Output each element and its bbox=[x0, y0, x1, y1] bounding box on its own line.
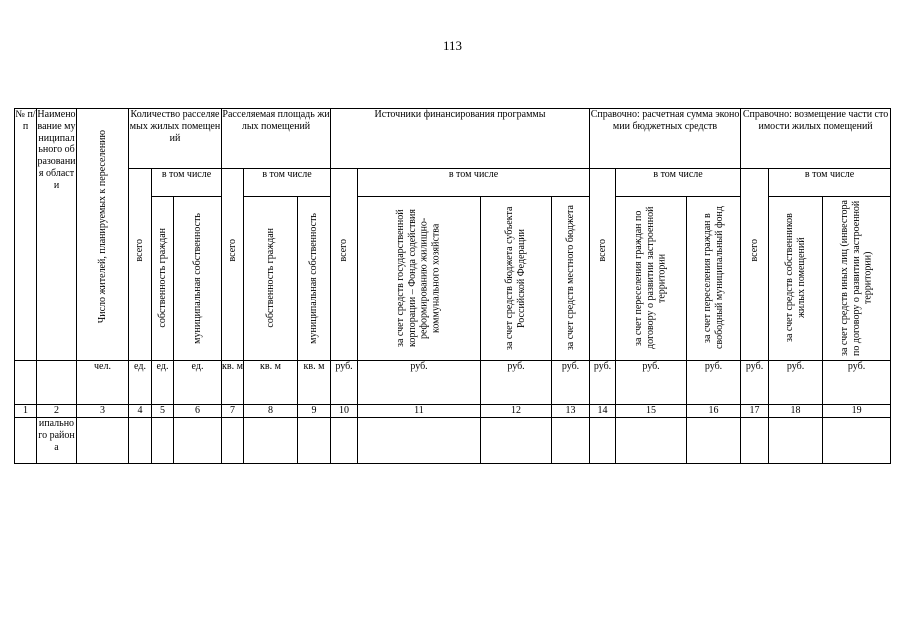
fin-local-budget bbox=[552, 197, 590, 361]
unit-fin-local: руб. bbox=[552, 361, 590, 405]
unit-fin-total: руб. bbox=[331, 361, 358, 405]
unit-econ-free: руб. bbox=[687, 361, 741, 405]
comp-owners-funds bbox=[769, 197, 823, 361]
fin-subject-budget-text: за счет средств бюджета субъекта Российской Федерации bbox=[504, 206, 527, 350]
data-cell bbox=[687, 418, 741, 464]
econ-total bbox=[590, 169, 616, 361]
fin-local-budget-text: за счет средств местного бюджета bbox=[564, 205, 576, 351]
fin-fund bbox=[358, 197, 481, 361]
data-cell bbox=[358, 418, 481, 464]
unit-area-total: кв. м bbox=[222, 361, 244, 405]
econ-incl: в том числе bbox=[616, 169, 741, 197]
area-municipal-text: муниципальная собственность bbox=[308, 212, 320, 344]
unit-fin-fund: руб. bbox=[358, 361, 481, 405]
fin-fund-text: за счет средств государственной корпорации – Фонда содействия реформированию жилищно-коммунального хозяйства bbox=[395, 209, 442, 347]
comp-others-funds bbox=[823, 197, 891, 361]
column-number: 6 bbox=[174, 405, 222, 418]
column-number: 5 bbox=[152, 405, 174, 418]
econ-resettle-free bbox=[687, 197, 741, 361]
unit-econ-total: руб. bbox=[590, 361, 616, 405]
unit-comp-total: руб. bbox=[741, 361, 769, 405]
data-cell bbox=[222, 418, 244, 464]
header-econ-group: Справочно: расчетная сумма экономии бюджетных средств bbox=[590, 109, 741, 169]
unit-cell-1 bbox=[15, 361, 37, 405]
unit-econ-contract: руб. bbox=[616, 361, 687, 405]
econ-resettle-free-text: за счет переселения граждан в свободный муниципальный фонд bbox=[701, 206, 725, 350]
comp-owners-funds-text: за счет средств собственников жилых помещений bbox=[783, 213, 807, 343]
unit-qty-own: ед. bbox=[152, 361, 174, 405]
column-number: 14 bbox=[590, 405, 616, 418]
column-number: 18 bbox=[769, 405, 823, 418]
area-total bbox=[222, 169, 244, 361]
column-number: 19 bbox=[823, 405, 891, 418]
econ-resettle-contract-text: за счет переселения граждан по договору о развитии застроенной территории bbox=[633, 206, 668, 350]
column-number: 12 bbox=[481, 405, 552, 418]
data-cell bbox=[769, 418, 823, 464]
data-cell bbox=[15, 418, 37, 464]
unit-cell-2 bbox=[37, 361, 77, 405]
resettlement-program-table bbox=[14, 108, 891, 464]
area-incl: в том числе bbox=[244, 169, 331, 197]
column-number: 16 bbox=[687, 405, 741, 418]
header-area-group: Расселяемая площадь жилых помещений bbox=[222, 109, 331, 169]
data-cell bbox=[174, 418, 222, 464]
data-cell bbox=[741, 418, 769, 464]
header-num: № п/п bbox=[15, 109, 37, 361]
unit-fin-subject: руб. bbox=[481, 361, 552, 405]
header-comp-group: Справочно: возмещение части стоимости жилых помещений bbox=[741, 109, 891, 169]
data-cell bbox=[552, 418, 590, 464]
area-municipal bbox=[298, 197, 331, 361]
comp-total-text: всего bbox=[748, 238, 760, 262]
comp-incl: в том числе bbox=[769, 169, 891, 197]
qty-own-citizens bbox=[152, 197, 174, 361]
comp-total bbox=[741, 169, 769, 361]
header-name: Наименование муниципального образования области bbox=[37, 109, 77, 361]
column-number: 1 bbox=[15, 405, 37, 418]
data-cell bbox=[590, 418, 616, 464]
column-number: 8 bbox=[244, 405, 298, 418]
header-residents-text: Число жителей, планируемых к переселению bbox=[96, 130, 108, 324]
unit-qty-municipal: ед. bbox=[174, 361, 222, 405]
data-cell bbox=[481, 418, 552, 464]
data-cell bbox=[77, 418, 129, 464]
unit-comp-others: руб. bbox=[823, 361, 891, 405]
data-cell bbox=[129, 418, 152, 464]
econ-resettle-contract bbox=[616, 197, 687, 361]
column-number: 11 bbox=[358, 405, 481, 418]
data-cell bbox=[152, 418, 174, 464]
unit-area-own: кв. м bbox=[244, 361, 298, 405]
unit-comp-owners: руб. bbox=[769, 361, 823, 405]
area-own-citizens-text: собственность граждан bbox=[264, 228, 276, 328]
column-number: 9 bbox=[298, 405, 331, 418]
qty-municipal-text: муниципальная собственность bbox=[191, 212, 203, 344]
data-cell bbox=[823, 418, 891, 464]
column-number: 7 bbox=[222, 405, 244, 418]
qty-total bbox=[129, 169, 152, 361]
column-number: 4 bbox=[129, 405, 152, 418]
qty-incl: в том числе bbox=[152, 169, 222, 197]
column-number: 3 bbox=[77, 405, 129, 418]
fin-subject-budget bbox=[481, 197, 552, 361]
unit-qty-total: ед. bbox=[129, 361, 152, 405]
area-own-citizens bbox=[244, 197, 298, 361]
econ-total-text: всего bbox=[596, 238, 608, 262]
page-number: 113 bbox=[442, 38, 463, 53]
column-number: 10 bbox=[331, 405, 358, 418]
qty-municipal bbox=[174, 197, 222, 361]
fin-incl: в том числе bbox=[358, 169, 590, 197]
municipality-name-continuation: ипального района bbox=[37, 418, 77, 464]
data-cell bbox=[616, 418, 687, 464]
column-number: 2 bbox=[37, 405, 77, 418]
qty-own-citizens-text: собственность граждан bbox=[156, 228, 168, 328]
fin-total-text: всего bbox=[338, 238, 350, 262]
qty-total-text: всего bbox=[134, 238, 146, 262]
data-cell bbox=[244, 418, 298, 464]
unit-residents: чел. bbox=[77, 361, 129, 405]
fin-total bbox=[331, 169, 358, 361]
area-total-text: всего bbox=[226, 238, 238, 262]
data-cell bbox=[298, 418, 331, 464]
comp-others-funds-text: за счет средств иных лиц (инвестора по договору о развитии застроенной территории) bbox=[838, 200, 874, 356]
header-residents bbox=[77, 109, 129, 361]
column-number: 17 bbox=[741, 405, 769, 418]
data-cell bbox=[331, 418, 358, 464]
header-fin-group: Источники финансирования программы bbox=[331, 109, 590, 169]
header-qty-group: Количество расселяемых жилых помещений bbox=[129, 109, 222, 169]
column-number: 15 bbox=[616, 405, 687, 418]
unit-area-municipal: кв. м bbox=[298, 361, 331, 405]
column-number: 13 bbox=[552, 405, 590, 418]
